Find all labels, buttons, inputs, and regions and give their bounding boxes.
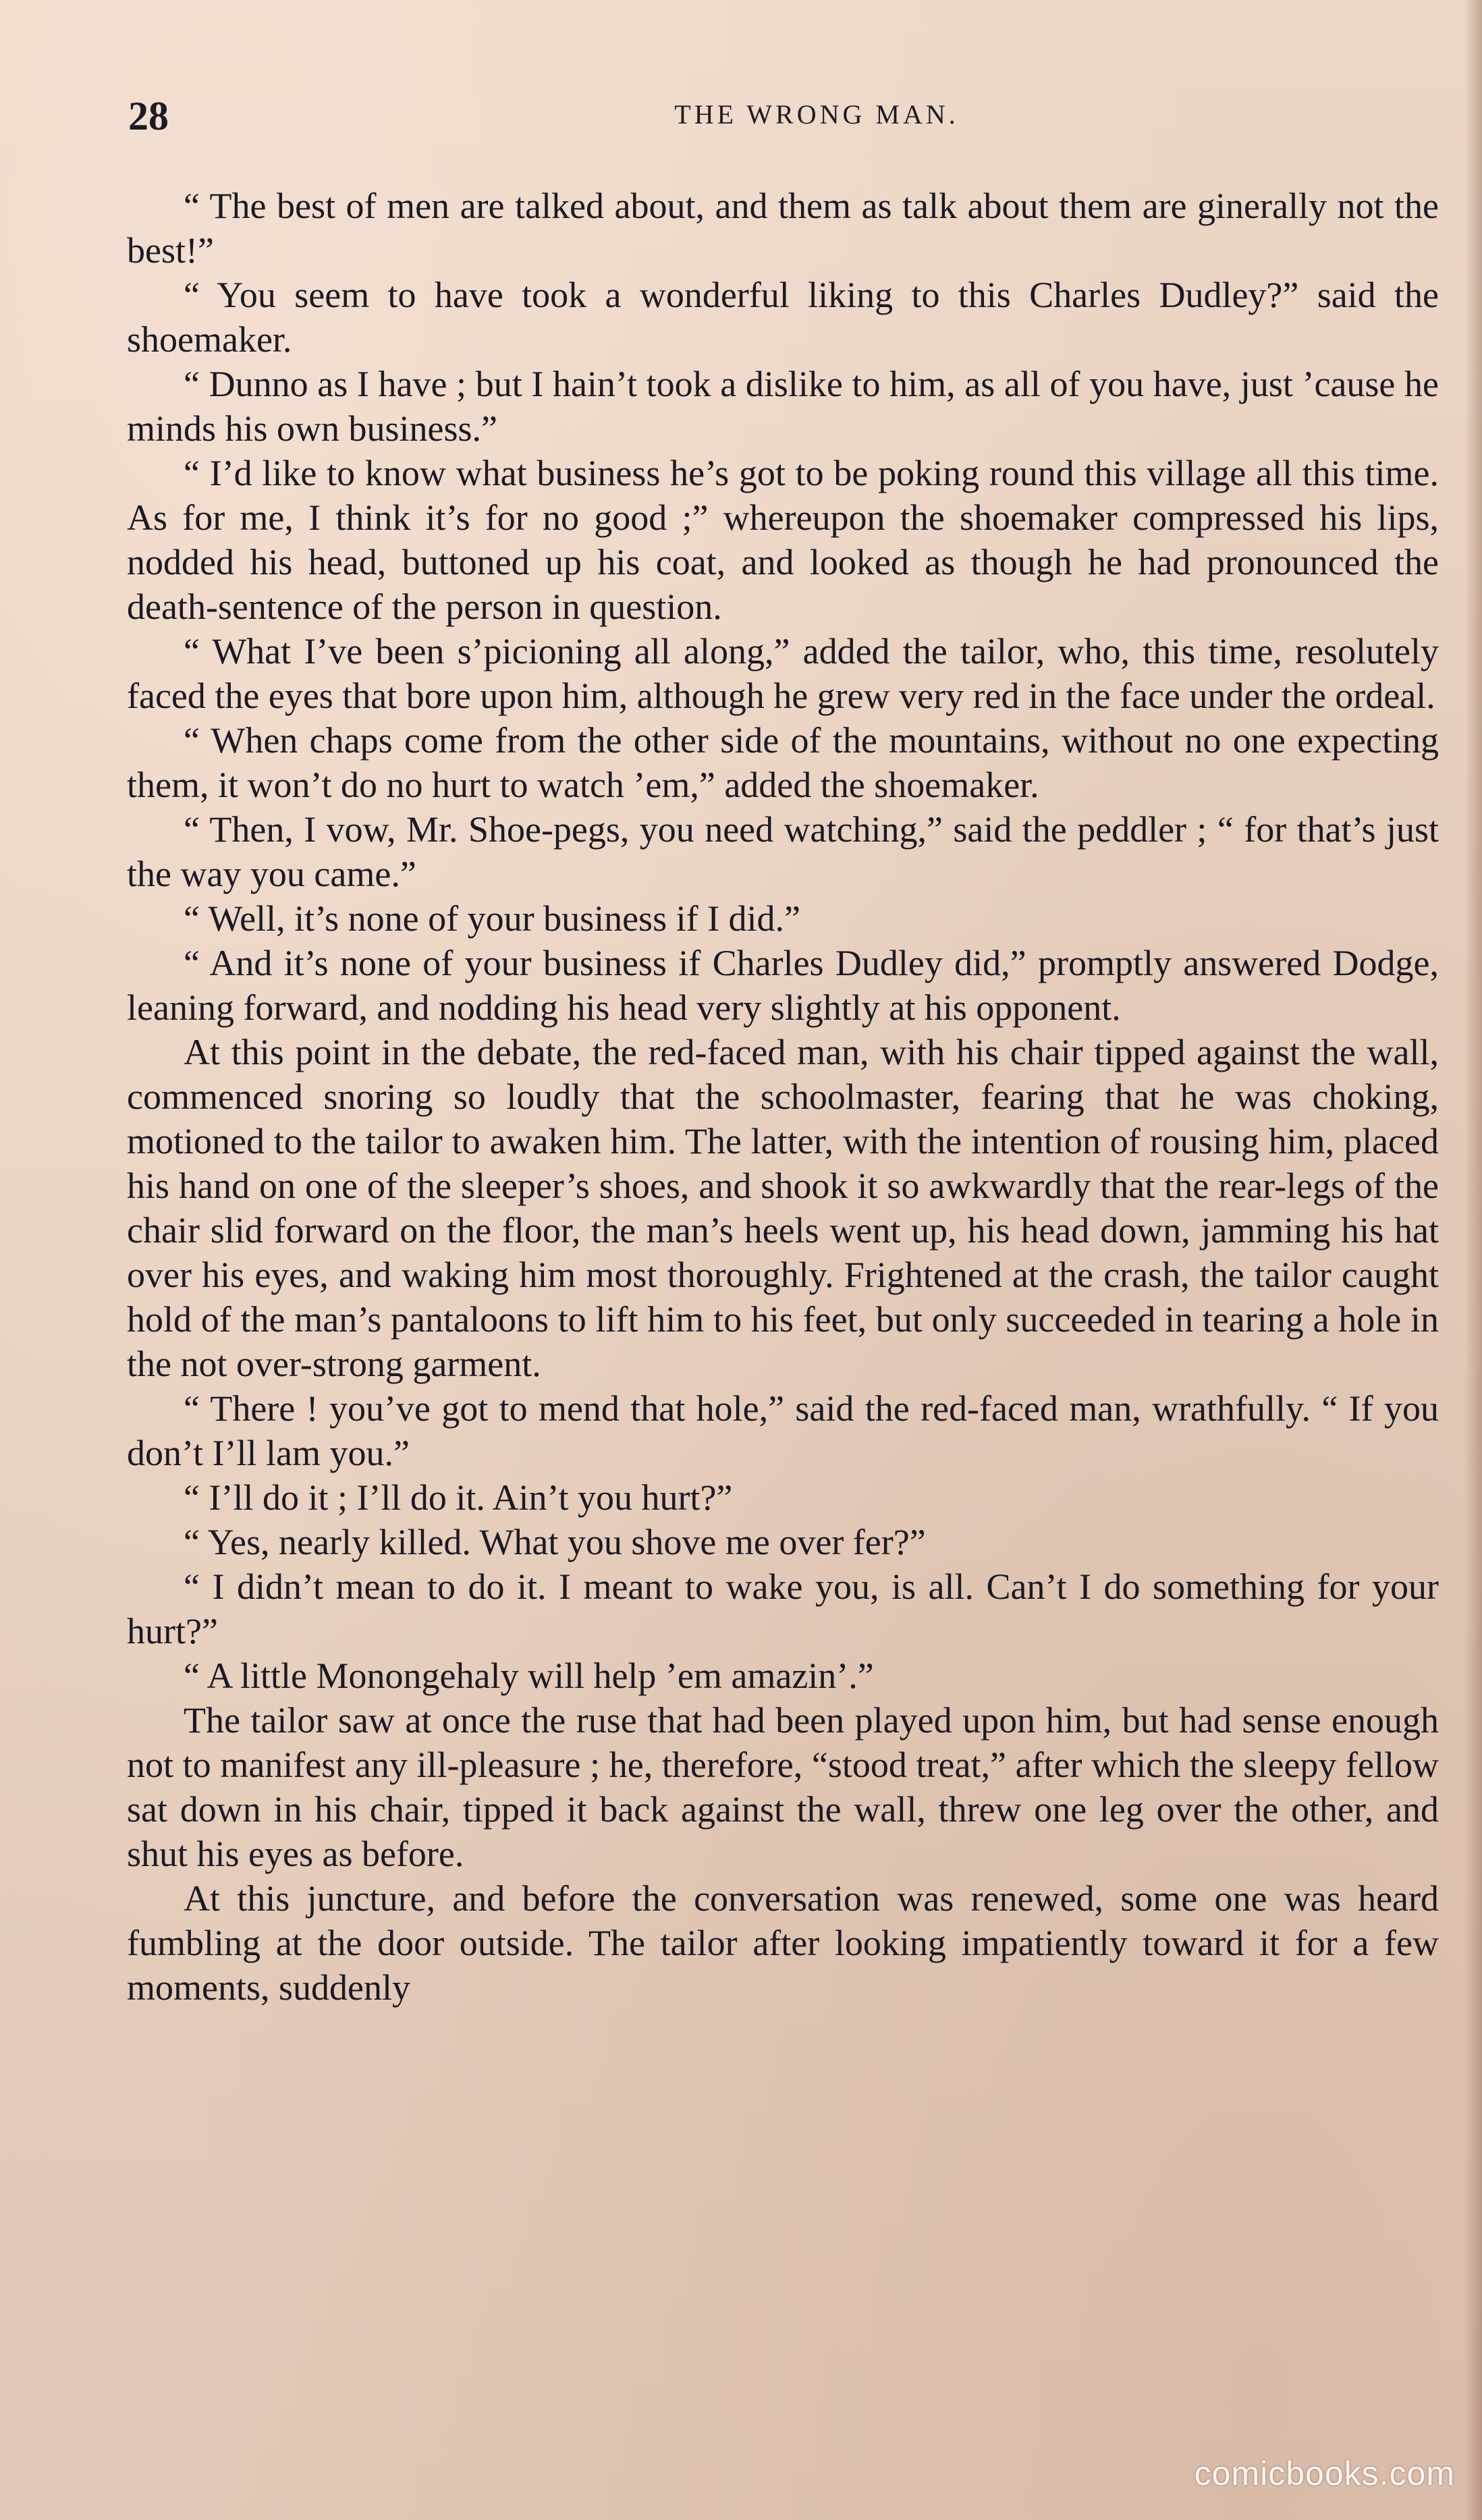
- paragraph: “ I’ll do it ; I’ll do it. Ain’t you hurt?”: [184, 1477, 733, 1518]
- paragraph: The tailor saw at once the ruse that had been played upon him, but had sense enough not to manifest any ill-pleasure ; he, therefore, “stood treat,” after which the sleepy fellow sat down in his chair, tipped it back against the wall, threw one leg over the other, and shut his eyes as before.: [127, 1700, 1439, 1874]
- paragraph: “ A little Monongehaly will help ’em amazin’.”: [184, 1655, 874, 1696]
- paragraph: “ Dunno as I have ; but I hain’t took a dislike to him, as all of you have, just ’cause he minds his own business.”: [127, 364, 1439, 449]
- paragraph: “ What I’ve been s’picioning all along,” added the tailor, who, this time, resolutely faced the eyes that bore upon him, although he grew very red in the face under the ordeal.: [127, 631, 1439, 716]
- watermark: comicbooks.com: [1194, 2455, 1455, 2492]
- paragraph: “ There ! you’ve got to mend that hole,” said the red-faced man, wrathfully. “ If you don’t I’ll lam you.”: [127, 1388, 1439, 1473]
- running-head: [128, 93, 1437, 140]
- body-text: [127, 184, 1439, 2010]
- paragraph: “ I’d like to know what business he’s got to be poking round this village all this time. As for me, I think it’s for no good ;” whereupon the shoemaker compressed his lips, nodded his head, buttoned up his coat, and looked as though he had pronounced the death-sentence of the person in question.: [127, 453, 1439, 627]
- page-edge-shadow: [1464, 0, 1482, 2520]
- paragraph: “ And it’s none of your business if Charles Dudley did,” promptly answered Dodge, leaning forward, and nodding his head very slightly at his opponent.: [127, 943, 1439, 1028]
- paragraph: At this juncture, and before the conversation was renewed, some one was heard fumbling at the door outside. The tailor after looking impatiently toward it for a few moments, suddenly: [127, 1878, 1439, 2008]
- paragraph: “ You seem to have took a wonderful liking to this Charles Dudley?” said the shoemaker.: [127, 275, 1439, 360]
- paragraph: “ The best of men are talked about, and them as talk about them are ginerally not the best!”: [127, 186, 1439, 271]
- page-number: 28: [128, 94, 169, 138]
- paragraph: At this point in the debate, the red-faced man, with his chair tipped against the wall, commenced snoring so loudly that the schoolmaster, fearing that he was choking, motioned to the tailor to awaken him. The latter, with the intention of rousing him, placed his hand on one of the sleeper’s shoes, and shook it so awkwardly that the rear-legs of the chair slid forward on the floor, the man’s heels went up, his head down, jamming his hat over his eyes, and waking him most thoroughly. Frightened at the crash, the tailor caught hold of the man’s pantaloons to lift him to his feet, but only succeeded in tearing a hole in the not over-strong garment.: [127, 1032, 1439, 1384]
- paragraph: “ I didn’t mean to do it. I meant to wake you, is all. Can’t I do something for your hurt?”: [127, 1566, 1439, 1651]
- paragraph: “ When chaps come from the other side of the mountains, without no one expecting them, it won’t do no hurt to watch ’em,” added the shoemaker.: [127, 720, 1439, 805]
- paragraph: “ Yes, nearly killed. What you shove me over fer?”: [184, 1522, 926, 1562]
- running-title: THE WRONG MAN.: [674, 99, 959, 130]
- paragraph: “ Well, it’s none of your business if I did.”: [184, 898, 801, 939]
- paragraph: “ Then, I vow, Mr. Shoe-pegs, you need watching,” said the peddler ; “ for that’s just the way you came.”: [127, 809, 1439, 894]
